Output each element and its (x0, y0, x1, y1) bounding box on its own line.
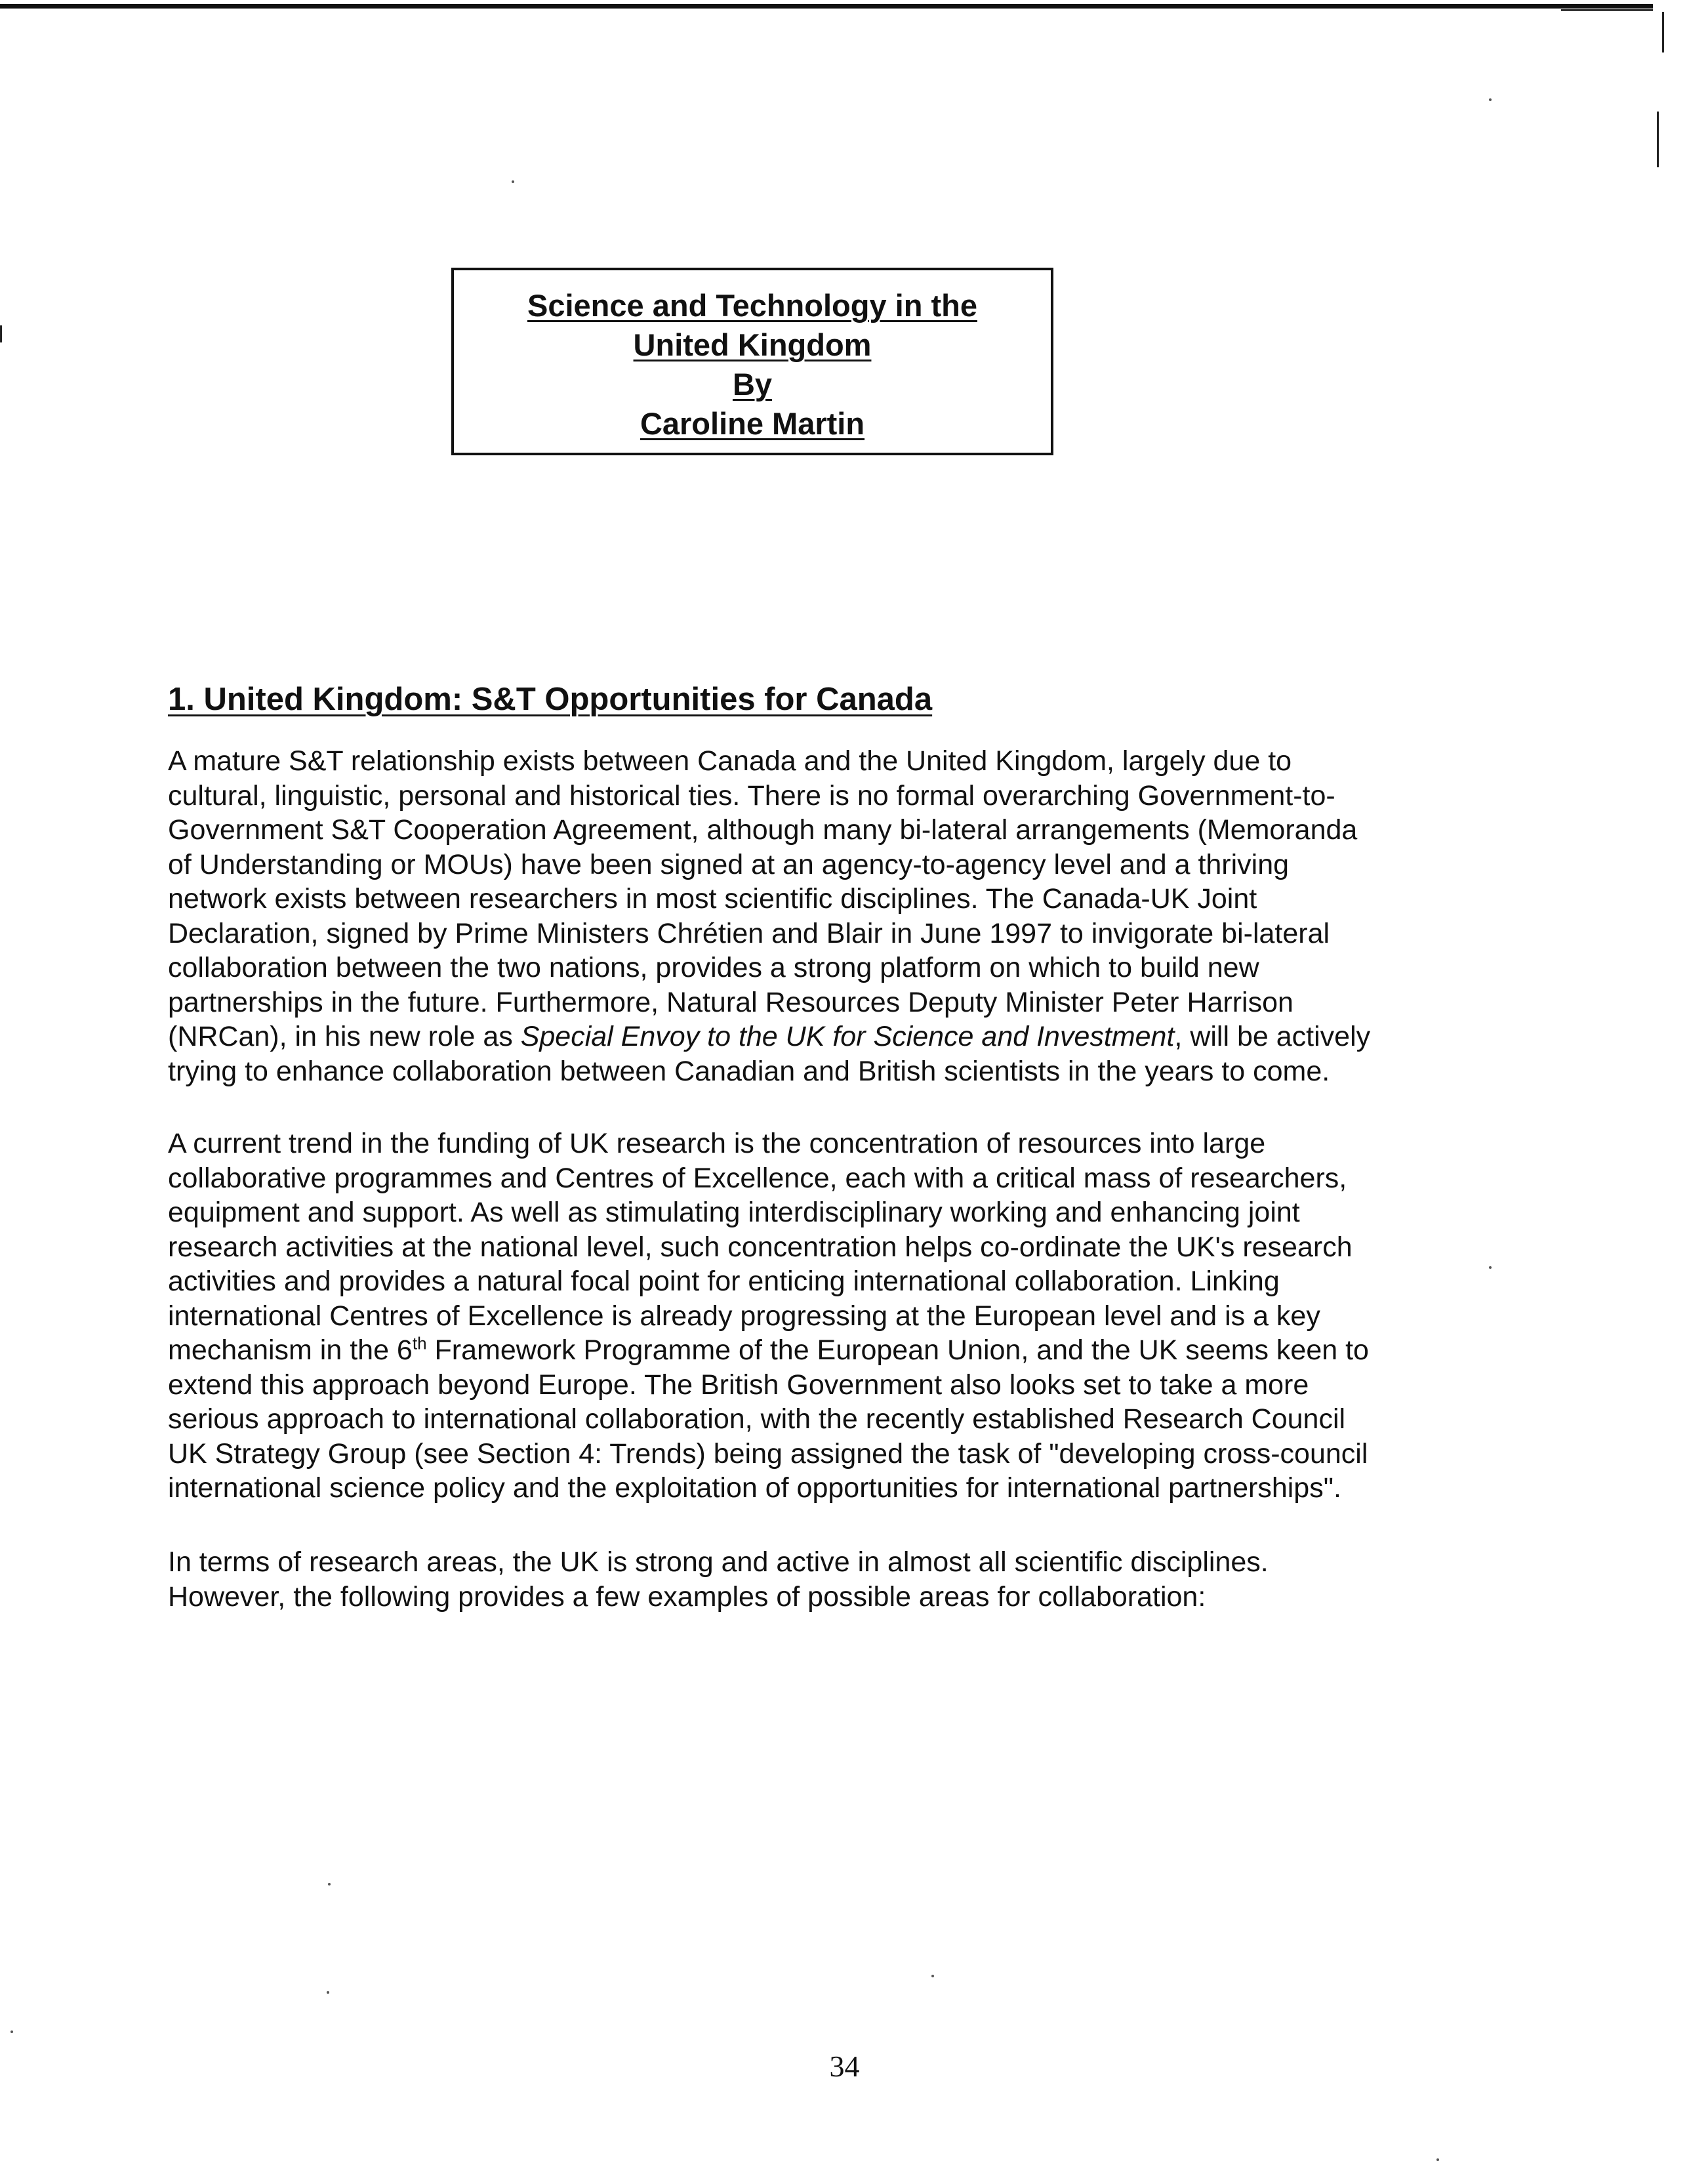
text-line (168, 1020, 1506, 1054)
text-line: serious approach to international collaboration, with the recently established Research Council (168, 1403, 1346, 1435)
title-line: Science and Technology in the (527, 288, 977, 323)
scan-speck (1489, 1266, 1492, 1269)
text-line: In terms of research areas, the UK is strong and active in almost all scientific disciplines. (168, 1546, 1269, 1578)
text-line: international science policy and the exploitation of opportunities for international partnerships". (168, 1472, 1341, 1504)
scan-edge-mark (1662, 12, 1664, 52)
top-border-rule (0, 4, 1653, 9)
scan-speck (328, 1883, 331, 1885)
page-number: 34 (829, 2050, 860, 2083)
text-line: Declaration, signed by Prime Ministers Chrétien and Blair in June 1997 to invigorate bi-lateral (168, 917, 1330, 949)
scan-speck (512, 180, 514, 183)
top-border-tail (1561, 9, 1653, 11)
text-line: international Centres of Excellence is already progressing at the European level and is a key (168, 1300, 1320, 1332)
text-line: collaboration between the two nations, provides a strong platform on which to build new (168, 952, 1259, 983)
text-line: cultural, linguistic, personal and historical ties. There is no formal overarching Government-to- (168, 779, 1335, 812)
text-line: However, the following provides a few examples of possible areas for collaboration: (168, 1580, 1206, 1613)
text-line: partnerships in the future. Furthermore, Natural Resources Deputy Minister Peter Harrison (168, 986, 1293, 1018)
text-line: collaborative programmes and Centres of Excellence, each with a critical mass of researchers, (168, 1162, 1347, 1194)
ordinal-superscript: th (412, 1333, 427, 1353)
text-line: Government S&T Cooperation Agreement, although many bi-lateral arrangements (Memoranda (168, 814, 1358, 846)
text-line: A mature S&T relationship exists between Canada and the United Kingdom, largely due to (168, 745, 1292, 777)
text-line: activities and provides a natural focal point for enticing international collaboration. Linking (168, 1266, 1280, 1297)
paragraph-2 (168, 1126, 1506, 1506)
title-author: Caroline Martin (640, 406, 865, 441)
paragraph-3 (168, 1545, 1506, 1614)
scan-speck (1436, 2158, 1439, 2161)
title-box (451, 268, 1053, 455)
scan-speck (1489, 98, 1492, 101)
title-byline: By (732, 367, 773, 402)
text-line: A current trend in the funding of UK research is the concentration of resources into large (168, 1128, 1266, 1159)
text-fragment: , will be actively (1174, 1021, 1371, 1052)
text-line: extend this approach beyond Europe. The British Government also looks set to take a more (168, 1369, 1309, 1401)
text-line: equipment and support. As well as stimulating interdisciplinary working and enhancing joint (168, 1197, 1300, 1228)
section-heading: 1. United Kingdom: S&T Opportunities for Canada (168, 682, 933, 717)
paragraph-1 (168, 744, 1506, 1088)
scan-edge-mark (1657, 112, 1659, 167)
scan-speck (10, 2030, 13, 2033)
text-line (168, 1333, 1506, 1368)
text-fragment: (NRCan), in his new role as (168, 1021, 521, 1052)
scan-edge-mark (0, 325, 2, 342)
text-line: trying to enhance collaboration between Canadian and British scientists in the years to come. (168, 1055, 1330, 1087)
text-line: network exists between researchers in most scientific disciplines. The Canada-UK Joint (168, 883, 1257, 915)
text-line: UK Strategy Group (see Section 4: Trends) being assigned the task of "developing cross-council (168, 1437, 1368, 1470)
text-fragment: Framework Programme of the European Union, and the UK seems keen to (426, 1334, 1369, 1366)
text-line: of Understanding or MOUs) have been signed at an agency-to-agency level and a thriving (168, 848, 1290, 880)
italic-title: Special Envoy to the UK for Science and Investment (520, 1021, 1175, 1052)
scan-speck (327, 1991, 329, 1994)
text-fragment: mechanism in the 6 (168, 1334, 413, 1366)
scan-speck (931, 1975, 934, 1977)
title-line: United Kingdom (633, 327, 872, 362)
text-line: research activities at the national level, such concentration helps co-ordinate the UK's research (168, 1231, 1353, 1263)
